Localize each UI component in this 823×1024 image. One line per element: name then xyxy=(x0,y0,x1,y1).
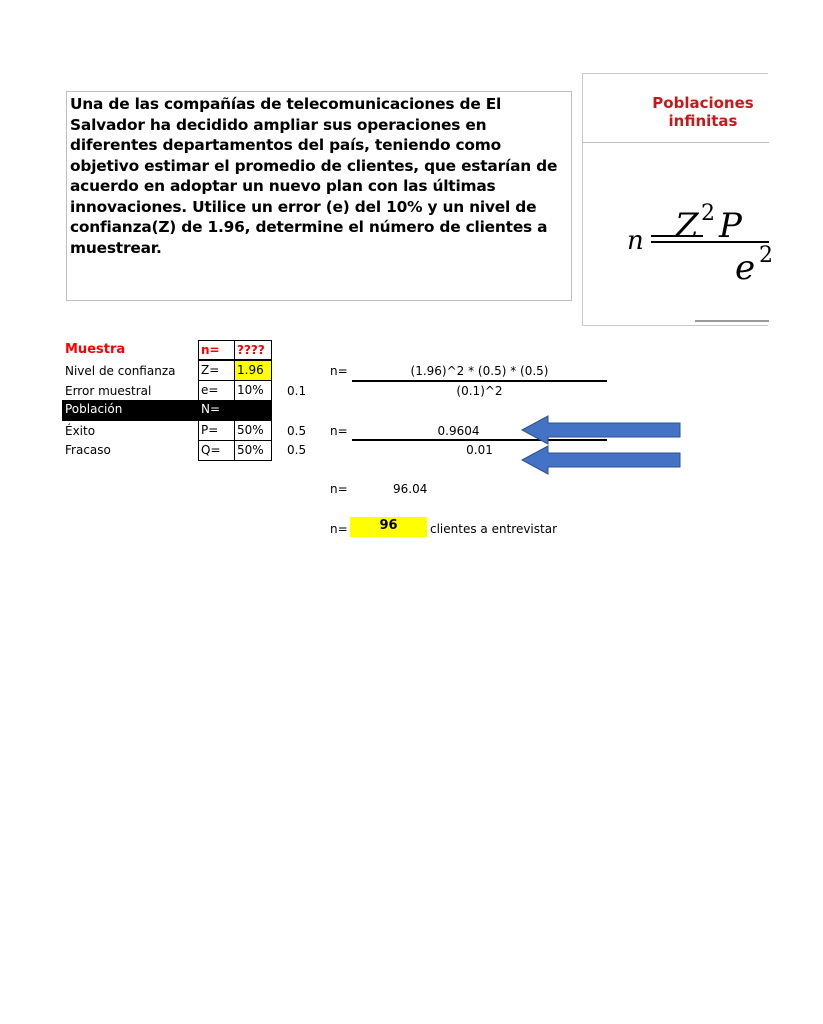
svg-text:e: e xyxy=(735,248,756,288)
formula-image xyxy=(582,73,773,326)
label-poblacion: Población xyxy=(62,400,198,421)
step1-numerator: (1.96)^2 * (0.5) * (0.5) xyxy=(410,364,549,378)
step1-label: n= xyxy=(330,364,348,378)
formula-title-line1: Poblaciones xyxy=(652,94,754,112)
value-q: 50% xyxy=(234,440,272,461)
step1-fraction-line xyxy=(352,380,607,382)
problem-text: Una de las compañías de telecomunicaciones de El Salvador ha decidido ampliar sus operaciones en diferentes departamentos del país, teniendo como objetivo estimar el promedio de clientes, que estarían de acuerdo en adoptar un nuevo plan con las últimas innovaciones. Utilice un error (e) del 10% y un nivel de confianza(Z) de 1.96, determine el número de clientes a muestrear. xyxy=(70,95,558,257)
label-exito: Éxito xyxy=(65,424,96,438)
result-label: n= xyxy=(330,522,348,536)
left-arrow-icon xyxy=(522,446,680,474)
step3-value: 96.04 xyxy=(393,482,428,496)
problem-statement-box xyxy=(66,91,572,301)
symbol-n-poblacion: N= xyxy=(198,400,272,421)
left-arrow-icon xyxy=(522,416,680,444)
step1-denominator: (0.1)^2 xyxy=(456,384,503,398)
step2-label: n= xyxy=(330,424,348,438)
label-fracaso: Fracaso xyxy=(65,443,111,457)
extra-q: 0.5 xyxy=(287,443,307,457)
label-nivel-confianza: Nivel de confianza xyxy=(65,364,176,378)
result-value: 96 xyxy=(350,517,427,537)
svg-text:2: 2 xyxy=(759,243,773,268)
symbol-q: Q= xyxy=(198,440,235,461)
value-e: 10% xyxy=(234,380,272,401)
svg-text:2: 2 xyxy=(701,201,715,226)
arrows-graphic xyxy=(520,412,685,476)
value-p: 50% xyxy=(234,420,272,441)
symbol-e: e= xyxy=(198,380,235,401)
muestra-label: Muestra xyxy=(65,342,126,357)
step2-numerator: 0.9604 xyxy=(437,424,480,438)
step2-denominator: 0.01 xyxy=(466,443,493,457)
svg-text:n: n xyxy=(627,226,644,256)
symbol-p: P= xyxy=(198,420,235,441)
svg-text:P: P xyxy=(719,206,742,246)
sample-size-formula-graphic xyxy=(583,74,773,327)
extra-e: 0.1 xyxy=(287,384,307,398)
extra-p: 0.5 xyxy=(287,424,307,438)
result-suffix: clientes a entrevistar xyxy=(430,522,558,536)
value-z: 1.96 xyxy=(234,360,272,381)
n-value-cell: ???? xyxy=(234,340,272,360)
symbol-z: Z= xyxy=(198,360,235,381)
svg-text:Z: Z xyxy=(675,206,699,246)
label-error-muestral: Error muestral xyxy=(65,384,152,398)
n-symbol-cell: n= xyxy=(198,340,235,360)
formula-title-line2: infinitas xyxy=(668,112,738,130)
step3-label: n= xyxy=(330,482,348,496)
